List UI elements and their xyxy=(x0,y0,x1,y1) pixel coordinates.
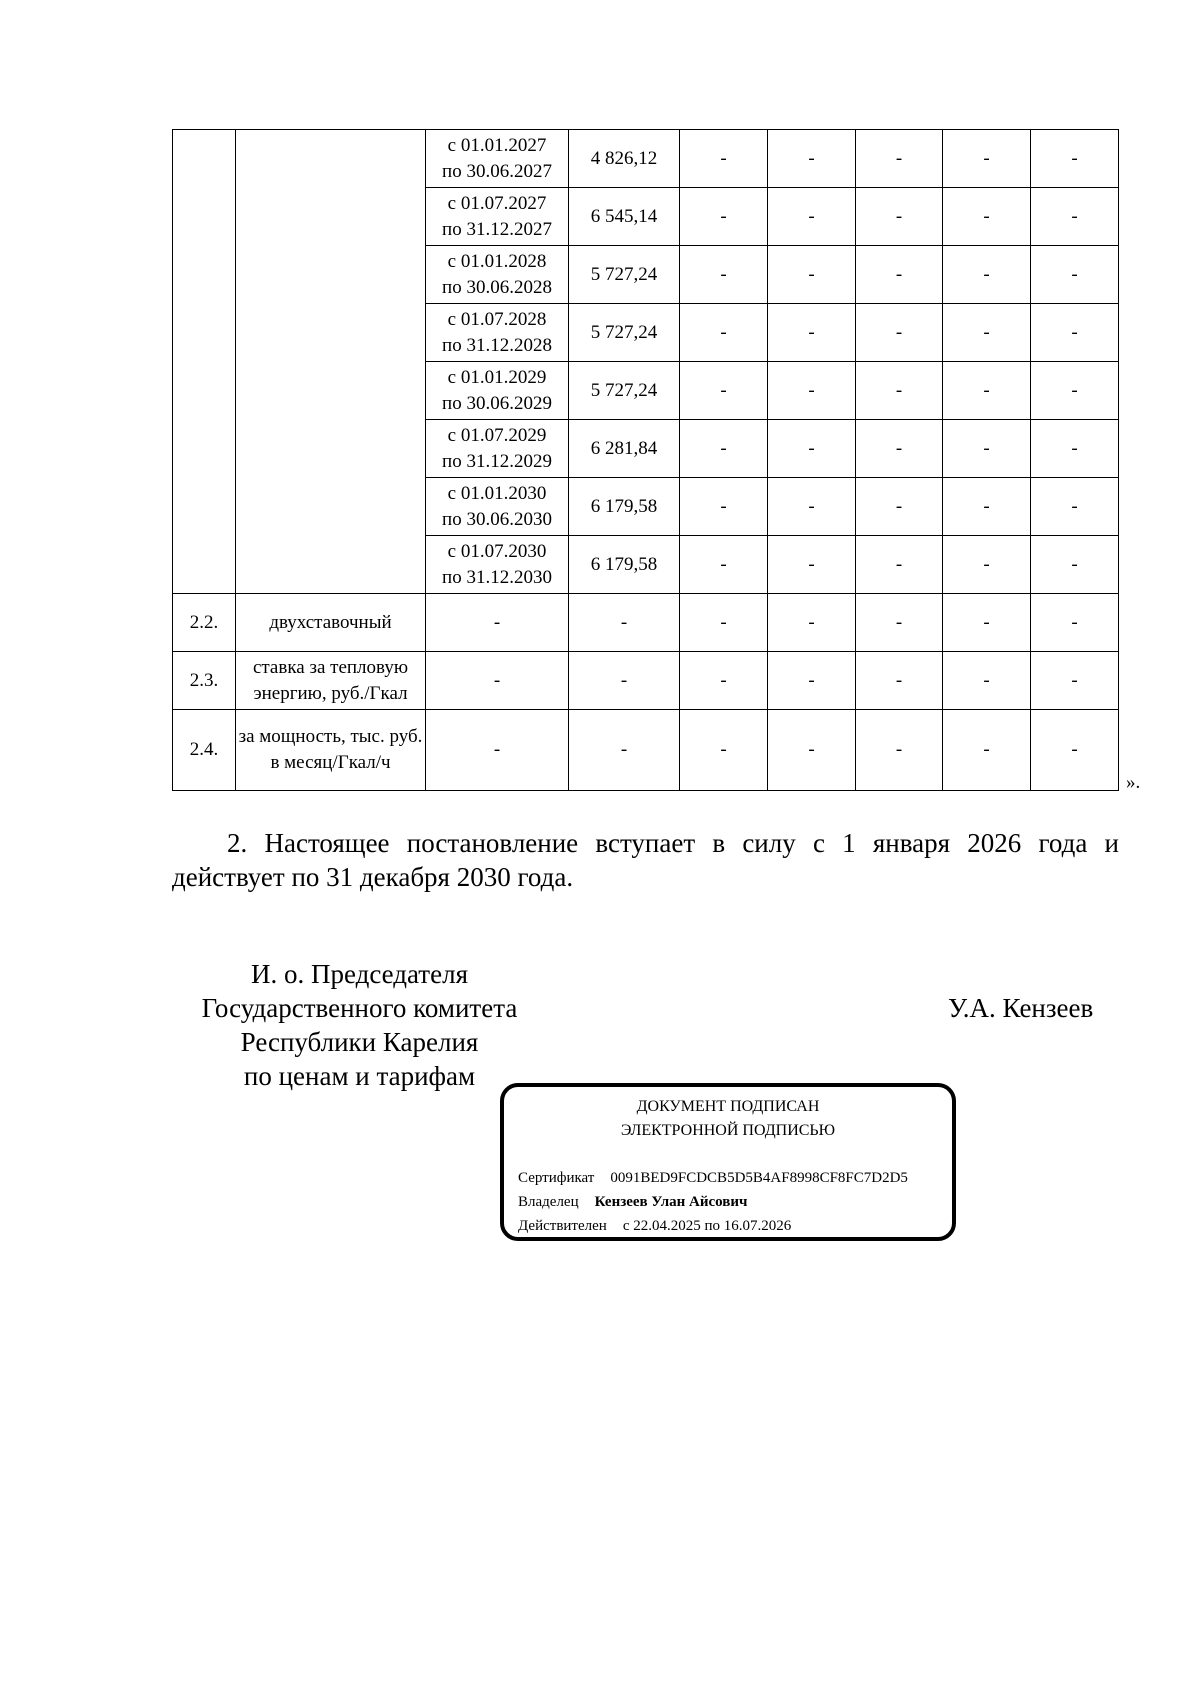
table-cell: - xyxy=(943,304,1031,362)
stamp-validity-value: с 22.04.2025 по 16.07.2026 xyxy=(622,1218,792,1234)
table-cell: - xyxy=(856,536,943,594)
table-cell-value: 6 281,84 xyxy=(569,420,680,478)
table-cell: - xyxy=(856,652,943,710)
table-cell: - xyxy=(569,594,680,652)
table-cell: - xyxy=(943,594,1031,652)
table-cell-period: с 01.07.2029 по 31.12.2029 xyxy=(426,420,569,478)
table-cell: - xyxy=(943,362,1031,420)
table-cell-value: 4 826,12 xyxy=(569,130,680,188)
stamp-header xyxy=(504,1095,952,1143)
table-cell: - xyxy=(856,710,943,791)
table-cell: - xyxy=(943,130,1031,188)
stamp-certificate-label: Сертификат xyxy=(518,1170,595,1186)
table-cell-period: с 01.01.2028 по 30.06.2028 xyxy=(426,246,569,304)
table-cell: - xyxy=(1031,710,1119,791)
table-cell: - xyxy=(943,652,1031,710)
table-cell-period: с 01.01.2029 по 30.06.2029 xyxy=(426,362,569,420)
table-row xyxy=(173,710,1119,791)
table-cell: - xyxy=(768,420,856,478)
table-cell-name: за мощность, тыс. руб. в месяц/Гкал/ч xyxy=(236,710,426,791)
table-cell-period: с 01.07.2027 по 31.12.2027 xyxy=(426,188,569,246)
signatory-title xyxy=(172,957,547,1093)
signatory-title-line: И. о. Председателя xyxy=(250,959,468,989)
table-cell: - xyxy=(680,246,768,304)
table-cell: - xyxy=(1031,246,1119,304)
stamp-header-line: ЭЛЕКТРОННОЙ ПОДПИСЬЮ xyxy=(620,1122,836,1139)
table-cell: - xyxy=(569,652,680,710)
table-cell: - xyxy=(680,536,768,594)
table-cell: - xyxy=(856,478,943,536)
table-cell-value: 6 545,14 xyxy=(569,188,680,246)
table-cell: - xyxy=(569,710,680,791)
stamp-validity-label: Действителен xyxy=(518,1218,607,1234)
effective-date-paragraph: 2. Настоящее постановление вступает в силу с 1 января 2026 года и действует по 31 декабря 2030 года. xyxy=(172,828,1119,892)
stamp-certificate-row xyxy=(518,1166,948,1190)
table-cell: - xyxy=(768,246,856,304)
table-cell-num-empty xyxy=(173,130,236,594)
table-cell: - xyxy=(856,130,943,188)
table-row xyxy=(173,130,1119,188)
table-cell: - xyxy=(680,188,768,246)
table-cell: - xyxy=(680,594,768,652)
table-cell: - xyxy=(1031,594,1119,652)
tariff-table xyxy=(172,129,1119,791)
table-cell: - xyxy=(680,652,768,710)
table-cell: - xyxy=(426,710,569,791)
table-cell: - xyxy=(768,130,856,188)
stamp-validity-row xyxy=(518,1214,948,1238)
table-cell: - xyxy=(1031,130,1119,188)
table-cell-period: с 01.07.2030 по 31.12.2030 xyxy=(426,536,569,594)
table-cell-value: 5 727,24 xyxy=(569,362,680,420)
table-cell: - xyxy=(768,188,856,246)
table-cell: - xyxy=(856,362,943,420)
table-cell-period: с 01.01.2027 по 30.06.2027 xyxy=(426,130,569,188)
table-cell-num: 2.4. xyxy=(173,710,236,791)
stamp-header-line: ДОКУМЕНТ ПОДПИСАН xyxy=(636,1098,820,1115)
table-cell-num: 2.3. xyxy=(173,652,236,710)
signatory-title-line: по ценам и тарифам xyxy=(243,1061,476,1091)
table-cell-name: ставка за тепловую энергию, руб./Гкал xyxy=(236,652,426,710)
table-cell: - xyxy=(856,594,943,652)
signatory-title-line: Республики Карелия xyxy=(240,1027,479,1057)
electronic-signature-stamp xyxy=(500,1083,956,1241)
table-cell: - xyxy=(680,130,768,188)
stamp-owner-label: Владелец xyxy=(518,1194,579,1210)
stamp-owner-row xyxy=(518,1190,948,1214)
table-cell: - xyxy=(768,304,856,362)
table-cell-value: 5 727,24 xyxy=(569,246,680,304)
table-cell: - xyxy=(1031,652,1119,710)
table-cell-value: 6 179,58 xyxy=(569,536,680,594)
table-cell: - xyxy=(1031,478,1119,536)
table-cell: - xyxy=(680,478,768,536)
table-cell: - xyxy=(856,246,943,304)
table-cell: - xyxy=(768,710,856,791)
table-cell-period: с 01.01.2030 по 30.06.2030 xyxy=(426,478,569,536)
table-cell: - xyxy=(856,188,943,246)
table-cell-name-empty xyxy=(236,130,426,594)
table-cell: - xyxy=(426,652,569,710)
table-cell: - xyxy=(680,420,768,478)
table-cell: - xyxy=(768,478,856,536)
table-cell: - xyxy=(943,420,1031,478)
table-cell: - xyxy=(680,362,768,420)
table-cell: - xyxy=(856,420,943,478)
table-cell: - xyxy=(943,478,1031,536)
table-cell-value: 5 727,24 xyxy=(569,304,680,362)
table-cell: - xyxy=(943,536,1031,594)
table-cell-period: с 01.07.2028 по 31.12.2028 xyxy=(426,304,569,362)
table-cell: - xyxy=(768,594,856,652)
table-cell: - xyxy=(768,362,856,420)
table-cell: - xyxy=(1031,304,1119,362)
table-cell-num: 2.2. xyxy=(173,594,236,652)
table-cell: - xyxy=(1031,188,1119,246)
table-cell: - xyxy=(768,652,856,710)
stamp-certificate-value: 0091BED9FCDCB5D5B4AF8998CF8FC7D2D5 xyxy=(610,1170,908,1186)
table-row xyxy=(173,652,1119,710)
table-cell: - xyxy=(856,304,943,362)
table-cell: - xyxy=(943,710,1031,791)
table-cell: - xyxy=(943,188,1031,246)
stamp-owner-value: Кензеев Улан Айсович xyxy=(594,1194,748,1210)
table-cell: - xyxy=(1031,362,1119,420)
table-cell-value: 6 179,58 xyxy=(569,478,680,536)
signatory-name: У.А. Кензеев xyxy=(948,993,1094,1023)
table-cell: - xyxy=(1031,536,1119,594)
table-cell: - xyxy=(680,304,768,362)
table-cell: - xyxy=(1031,420,1119,478)
table-cell: - xyxy=(680,710,768,791)
signatory-title-line: Государственного комитета xyxy=(201,993,518,1023)
table-cell: - xyxy=(943,246,1031,304)
table-cell-name: двухставочный xyxy=(236,594,426,652)
closing-quote: ». xyxy=(1126,772,1141,793)
table-cell: - xyxy=(426,594,569,652)
table-cell: - xyxy=(768,536,856,594)
table-row xyxy=(173,594,1119,652)
